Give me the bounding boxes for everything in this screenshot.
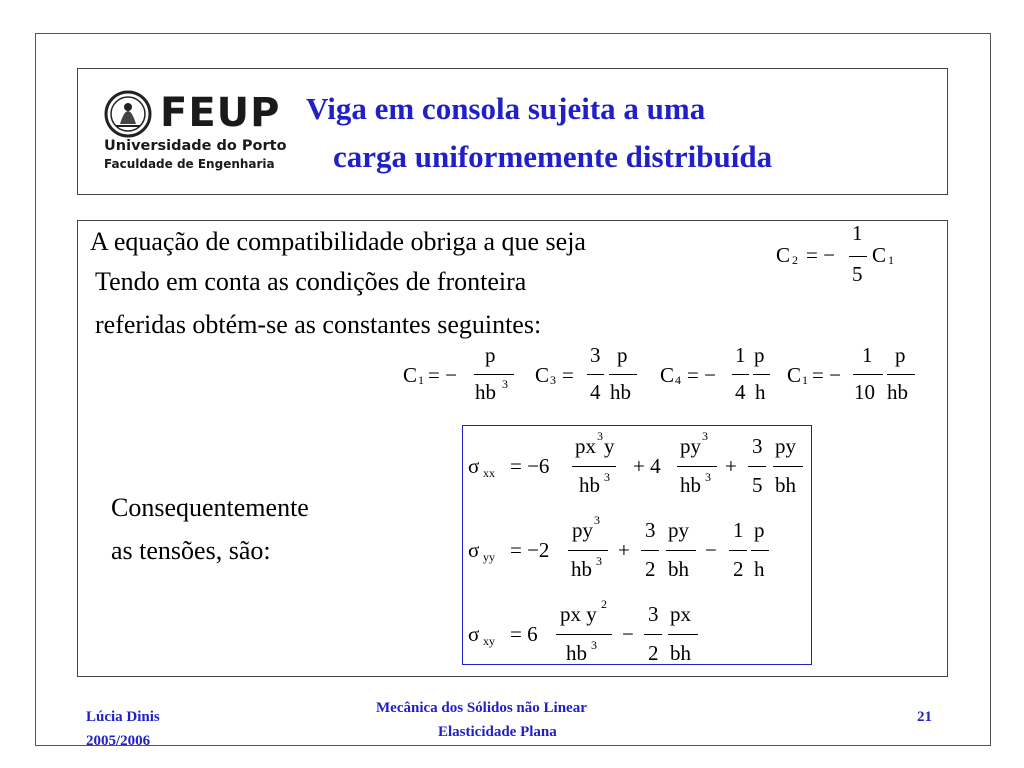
slide-title-line1: Viga em consola sujeita a uma bbox=[306, 91, 706, 126]
footer-year: 2005/2006 bbox=[86, 733, 151, 749]
logo-faculty: Faculdade de Engenharia bbox=[104, 157, 275, 171]
body-line-1: A equação de compatibilidade obriga a que seja bbox=[90, 227, 586, 256]
conclusion-line-2: as tensões, são: bbox=[111, 536, 271, 565]
body-line-2: Tendo em conta as condições de fronteira bbox=[95, 267, 527, 296]
body-line-3: referidas obtém-se as constantes seguintes: bbox=[95, 310, 542, 339]
logo-name: FEUP bbox=[160, 90, 281, 136]
slide-title-line2: carga uniformemente distribuída bbox=[333, 139, 773, 174]
footer-page-number: 21 bbox=[917, 709, 932, 725]
footer-topic: Elasticidade Plana bbox=[438, 724, 557, 740]
logo-university: Universidade do Porto bbox=[104, 138, 287, 154]
footer-course: Mecânica dos Sólidos não Linear bbox=[376, 700, 587, 716]
footer-author: Lúcia Dinis bbox=[86, 709, 160, 725]
conclusion-line-1: Consequentemente bbox=[111, 493, 309, 522]
university-seal-icon bbox=[102, 90, 158, 138]
feup-logo bbox=[100, 88, 300, 178]
